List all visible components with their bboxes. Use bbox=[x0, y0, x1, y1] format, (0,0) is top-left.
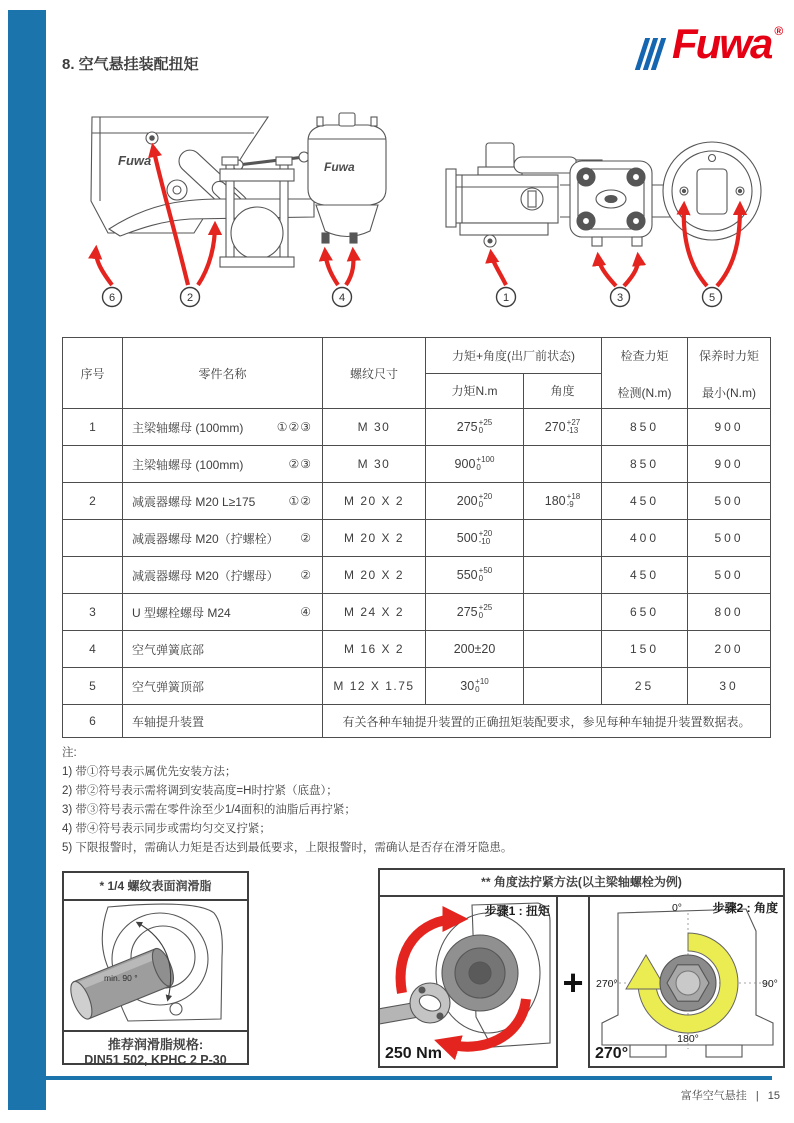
table-row bbox=[63, 668, 771, 705]
part-name: 减震器螺母 M20 L≥175 bbox=[132, 494, 256, 509]
cell-no bbox=[63, 520, 123, 557]
table-row bbox=[63, 520, 771, 557]
step1-label: 步骤1 : 扭矩 bbox=[484, 904, 550, 918]
part-name: 主梁轴螺母 (100mm) bbox=[132, 420, 244, 435]
deg90-label: 90° bbox=[762, 978, 778, 990]
cell-no bbox=[63, 446, 123, 483]
cell-thread: M 20 X 2 bbox=[323, 557, 426, 594]
logo-text: Fuwa bbox=[672, 20, 772, 67]
cell-name bbox=[123, 705, 323, 738]
table-row bbox=[63, 705, 771, 738]
cell-torque: 500 +20 -10 bbox=[426, 520, 524, 557]
step1-torque-value: 250 Nm bbox=[385, 1045, 442, 1062]
grease-panel-title: * 1/4 螺纹表面润滑脂 bbox=[64, 873, 247, 901]
step2-label: 步骤2 : 角度 bbox=[712, 901, 778, 915]
arrow-to-4a bbox=[325, 251, 338, 285]
grease-recommendation bbox=[64, 1030, 247, 1067]
cell-no: 1 bbox=[63, 409, 123, 446]
part-name: 空气弹簧底部 bbox=[132, 642, 205, 657]
cell-no: 6 bbox=[63, 705, 123, 738]
part-marks: ①②③ bbox=[276, 420, 312, 434]
left-accent-bar bbox=[8, 10, 46, 1110]
part-name: 车轴提升装置 bbox=[132, 714, 205, 729]
cell-torque: 275 +25 0 bbox=[426, 409, 524, 446]
cell-name bbox=[123, 483, 323, 520]
cell-no: 3 bbox=[63, 594, 123, 631]
arrow-to-2b bbox=[198, 225, 215, 285]
table-row bbox=[63, 446, 771, 483]
deg0-label: 0° bbox=[671, 902, 682, 914]
torque-wrench-illustration bbox=[380, 897, 556, 1064]
cell-thread: M 24 X 2 bbox=[323, 594, 426, 631]
note-item: 5) 下限报警时，需确认力矩是否达到最低要求，上限报警时，需确认是否存在滑牙隐患。 bbox=[62, 842, 513, 854]
angle-panel-title: ** 角度法拧紧方法(以主梁轴螺栓为例) bbox=[378, 868, 785, 897]
part-marks: ② bbox=[300, 531, 312, 545]
grease-illustration bbox=[64, 901, 247, 1025]
cell-maint: 900 bbox=[688, 446, 771, 483]
airspring-fuwa-label: Fuwa bbox=[324, 160, 355, 174]
cell-angle: 270 +27 -13 bbox=[524, 409, 602, 446]
cell-check: 25 bbox=[602, 668, 688, 705]
cell-no bbox=[63, 557, 123, 594]
deg270-label: 270° bbox=[596, 978, 618, 990]
cell-name bbox=[123, 409, 323, 446]
footer-brand: 富华空气悬挂 bbox=[680, 1090, 747, 1102]
angle-panel-body bbox=[378, 897, 785, 1068]
cell-check: 650 bbox=[602, 594, 688, 631]
col-header-check-top: 检查力矩 bbox=[620, 349, 669, 363]
cell-torque: 550 +50 0 bbox=[426, 557, 524, 594]
cell-span-note: 有关各种车轴提升装置的正确扭矩装配要求，参见每种车轴提升装置数据表。 bbox=[323, 705, 771, 738]
plus-sign: + bbox=[562, 961, 584, 1003]
col-header-maint-bottom: 最小(N.m) bbox=[702, 386, 757, 400]
cell-check: 450 bbox=[602, 557, 688, 594]
cell-angle: 180 +18 -9 bbox=[524, 483, 602, 520]
cell-angle bbox=[524, 446, 602, 483]
step2-box bbox=[588, 897, 785, 1068]
step1-box bbox=[378, 897, 558, 1068]
fuwa-logo bbox=[640, 22, 783, 70]
cell-torque: 900 +100 0 bbox=[426, 446, 524, 483]
cell-check: 450 bbox=[602, 483, 688, 520]
cell-name bbox=[123, 557, 323, 594]
col-header-angle: 角度 bbox=[524, 373, 602, 409]
arrow-to-6 bbox=[96, 249, 112, 285]
note-item: 1) 带①符号表示属优先安装方法； bbox=[62, 766, 237, 778]
part-marks: ①② bbox=[288, 494, 312, 508]
page-footer bbox=[675, 1087, 780, 1103]
table-row bbox=[63, 483, 771, 520]
angle-dial-illustration bbox=[590, 897, 783, 1064]
cell-maint: 200 bbox=[688, 631, 771, 668]
callout-4: 4 bbox=[338, 292, 346, 304]
suspension-diagrams bbox=[62, 105, 772, 320]
col-header-torque: 力矩N.m bbox=[426, 373, 524, 409]
grease-panel bbox=[62, 871, 249, 1065]
part-name: U 型螺栓螺母 M24 bbox=[132, 605, 231, 620]
footer-page-number: 15 bbox=[767, 1090, 780, 1102]
cell-thread: M 30 bbox=[323, 446, 426, 483]
col-header-check-bottom: 检测(N.m) bbox=[617, 386, 672, 400]
col-header-no: 序号 bbox=[63, 338, 123, 409]
table-row bbox=[63, 594, 771, 631]
cell-maint: 900 bbox=[688, 409, 771, 446]
part-name: 减震器螺母 M20（拧螺母） bbox=[132, 568, 279, 583]
callout-3: 3 bbox=[616, 292, 624, 304]
hanger-fuwa-label: Fuwa bbox=[118, 153, 152, 168]
part-marks: ②③ bbox=[288, 457, 312, 471]
grease-rec-title: 推荐润滑脂规格: bbox=[107, 1037, 204, 1052]
cell-no: 2 bbox=[63, 483, 123, 520]
cell-name bbox=[123, 594, 323, 631]
cell-maint: 500 bbox=[688, 520, 771, 557]
part-name: 减震器螺母 M20（拧螺栓） bbox=[132, 531, 279, 546]
logo-stripes-icon bbox=[635, 38, 669, 70]
cell-maint: 500 bbox=[688, 557, 771, 594]
arrow-to-1 bbox=[491, 253, 506, 285]
cell-torque: 30 +10 0 bbox=[426, 668, 524, 705]
page-title: 8. 空气悬挂装配扭矩 bbox=[62, 56, 199, 73]
cell-check: 850 bbox=[602, 446, 688, 483]
cell-thread: M 16 X 2 bbox=[323, 631, 426, 668]
cell-thread: M 20 X 2 bbox=[323, 483, 426, 520]
table-row bbox=[63, 557, 771, 594]
part-name: 空气弹簧顶部 bbox=[132, 679, 205, 694]
cell-thread: M 12 X 1.75 bbox=[323, 668, 426, 705]
table-row bbox=[63, 631, 771, 668]
part-marks: ② bbox=[300, 568, 312, 582]
angle-method-panel bbox=[378, 868, 785, 1068]
arrow-to-3b bbox=[624, 256, 638, 286]
col-header-maint bbox=[688, 338, 771, 409]
grease-rec-spec: DIN51 502, KPHC 2 P-30 bbox=[84, 1053, 227, 1067]
note-item: 2) 带②符号表示需将调到安装高度=H时拧紧（底盘）； bbox=[62, 785, 338, 797]
callout-1: 1 bbox=[502, 292, 510, 304]
note-item: 3) 带③符号表示需在零件涂至少1/4面积的油脂后再拧紧； bbox=[62, 804, 356, 816]
cell-check: 400 bbox=[602, 520, 688, 557]
cell-maint: 30 bbox=[688, 668, 771, 705]
deg180-label: 180° bbox=[677, 1033, 699, 1045]
col-header-maint-top: 保养时力矩 bbox=[699, 349, 760, 363]
cell-name bbox=[123, 668, 323, 705]
callout-bubbles bbox=[103, 288, 722, 307]
part-name: 主梁轴螺母 (100mm) bbox=[132, 457, 244, 472]
cell-no: 5 bbox=[63, 668, 123, 705]
col-header-check bbox=[602, 338, 688, 409]
cell-name bbox=[123, 631, 323, 668]
col-header-thread: 螺纹尺寸 bbox=[323, 338, 426, 409]
footer-bar: | bbox=[755, 1090, 759, 1102]
callout-5: 5 bbox=[708, 292, 716, 304]
cell-name bbox=[123, 446, 323, 483]
cell-angle bbox=[524, 557, 602, 594]
cell-angle bbox=[524, 631, 602, 668]
arrow-to-4b bbox=[346, 251, 353, 285]
footer-divider-line bbox=[46, 1076, 772, 1080]
table-row bbox=[63, 409, 771, 446]
note-item: 4) 带④符号表示同步或需均匀交叉拧紧； bbox=[62, 823, 271, 835]
cell-angle bbox=[524, 594, 602, 631]
cell-thread: M 30 bbox=[323, 409, 426, 446]
cell-angle bbox=[524, 520, 602, 557]
cell-thread: M 20 X 2 bbox=[323, 520, 426, 557]
cell-maint: 800 bbox=[688, 594, 771, 631]
cell-torque: 200 +20 0 bbox=[426, 483, 524, 520]
col-header-name: 零件名称 bbox=[123, 338, 323, 409]
cell-angle bbox=[524, 668, 602, 705]
cell-no: 4 bbox=[63, 631, 123, 668]
min-angle-label: min. 90 ° bbox=[104, 973, 138, 983]
callout-6: 6 bbox=[108, 292, 116, 304]
notes-block bbox=[62, 744, 768, 858]
left-suspension-diagram bbox=[91, 113, 386, 267]
cell-torque: 275 +25 0 bbox=[426, 594, 524, 631]
col-header-torque-angle-group: 力矩+角度(出厂前状态) bbox=[426, 338, 602, 374]
part-marks: ④ bbox=[300, 605, 312, 619]
cell-name bbox=[123, 520, 323, 557]
cell-torque: 200±20 bbox=[426, 631, 524, 668]
torque-spec-table bbox=[62, 337, 771, 738]
cell-check: 150 bbox=[602, 631, 688, 668]
callout-2: 2 bbox=[186, 292, 194, 304]
cell-check: 850 bbox=[602, 409, 688, 446]
notes-label: 注: bbox=[62, 747, 77, 759]
logo-registered-mark: ® bbox=[774, 24, 784, 38]
step2-angle-value: 270° bbox=[595, 1045, 629, 1062]
arrow-to-3a bbox=[598, 256, 616, 286]
right-suspension-diagram bbox=[446, 142, 761, 247]
cell-maint: 500 bbox=[688, 483, 771, 520]
